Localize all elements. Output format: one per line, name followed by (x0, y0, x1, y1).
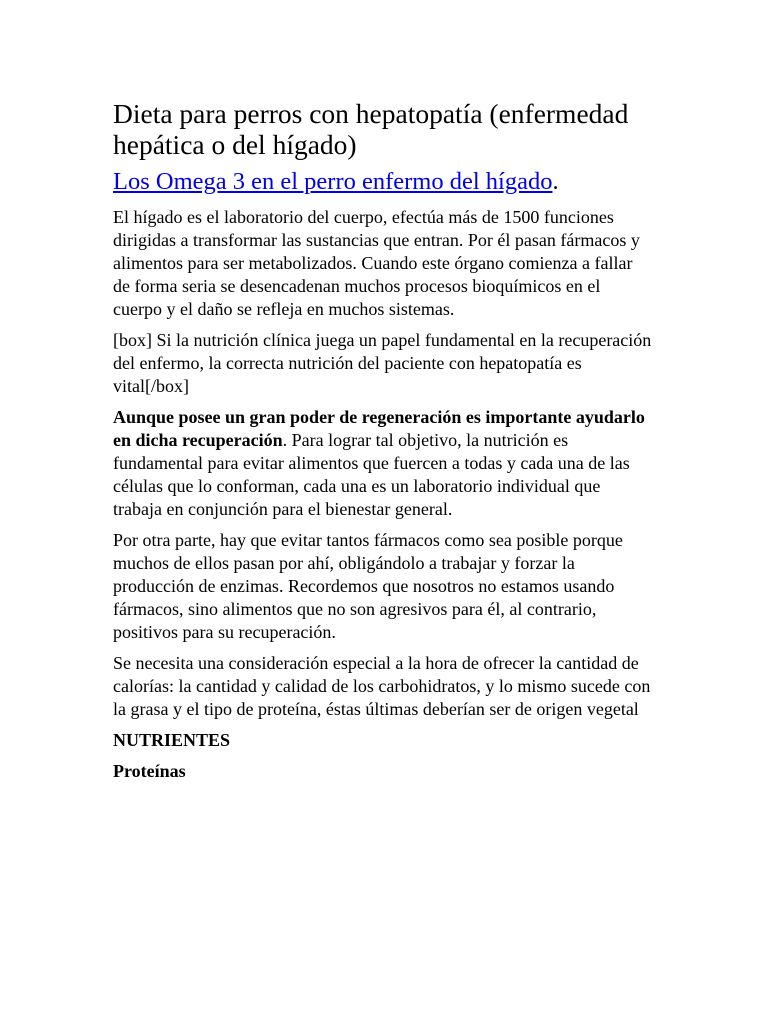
regeneration-rest: . Para lograr tal objetivo, la nutrición es fundamental para evitar alimentos que fuercen a todas y cada una de las células que lo conforman, cada una es un laboratorio individual que trabaja en conjunción para el bienestar general. (113, 430, 630, 519)
document-title: Dieta para perros con hepatopatía (enfermedad hepática o del hígado) (113, 98, 629, 160)
calories-paragraph: Se necesita una consideración especial a la hora de ofrecer la cantidad de calorías: la cantidad y calidad de los carbohidratos, y lo mismo sucede con la grasa y el tipo de proteína, éstas últimas deberían ser de origen vegetal (113, 653, 651, 719)
regeneration-emphasis: Aunque posee un gran poder de regeneración es importante ayudarlo en dicha recuperación (113, 407, 645, 450)
intro-paragraph: El hígado es el laboratorio del cuerpo, efectúa más de 1500 funciones dirigidas a transformar las sustancias que entran. Por él pasan fármacos y alimentos para ser metabolizados. Cuando este órgano comienza a fallar de forma seria se desencadenan muchos procesos bioquímicos en el cuerpo y el daño se refleja en muchos sistemas. (113, 207, 640, 319)
link-suffix: . (552, 168, 559, 195)
nutrients-heading: NUTRIENTES (113, 730, 231, 750)
omega-link-line (113, 168, 653, 196)
omega-3-link[interactable]: Los Omega 3 en el perro enfermo del hígado (113, 168, 553, 195)
box-paragraph: [box] Si la nutrición clínica juega un papel fundamental en la recuperación del enfermo, la correcta nutrición del paciente con hepatopatía es vital[/box] (113, 330, 652, 396)
document-page (113, 98, 653, 791)
proteins-heading: Proteínas (113, 761, 186, 781)
drugs-paragraph: Por otra parte, hay que evitar tantos fármacos como sea posible porque muchos de ellos pasan por ahí, obligándolo a trabajar y forzar la producción de enzimas. Recordemos que nosotros no estamos usando fármacos, sino alimentos que no son agresivos para él, al contrario, positivos para su recuperación. (113, 530, 623, 642)
regeneration-paragraph (113, 406, 653, 521)
